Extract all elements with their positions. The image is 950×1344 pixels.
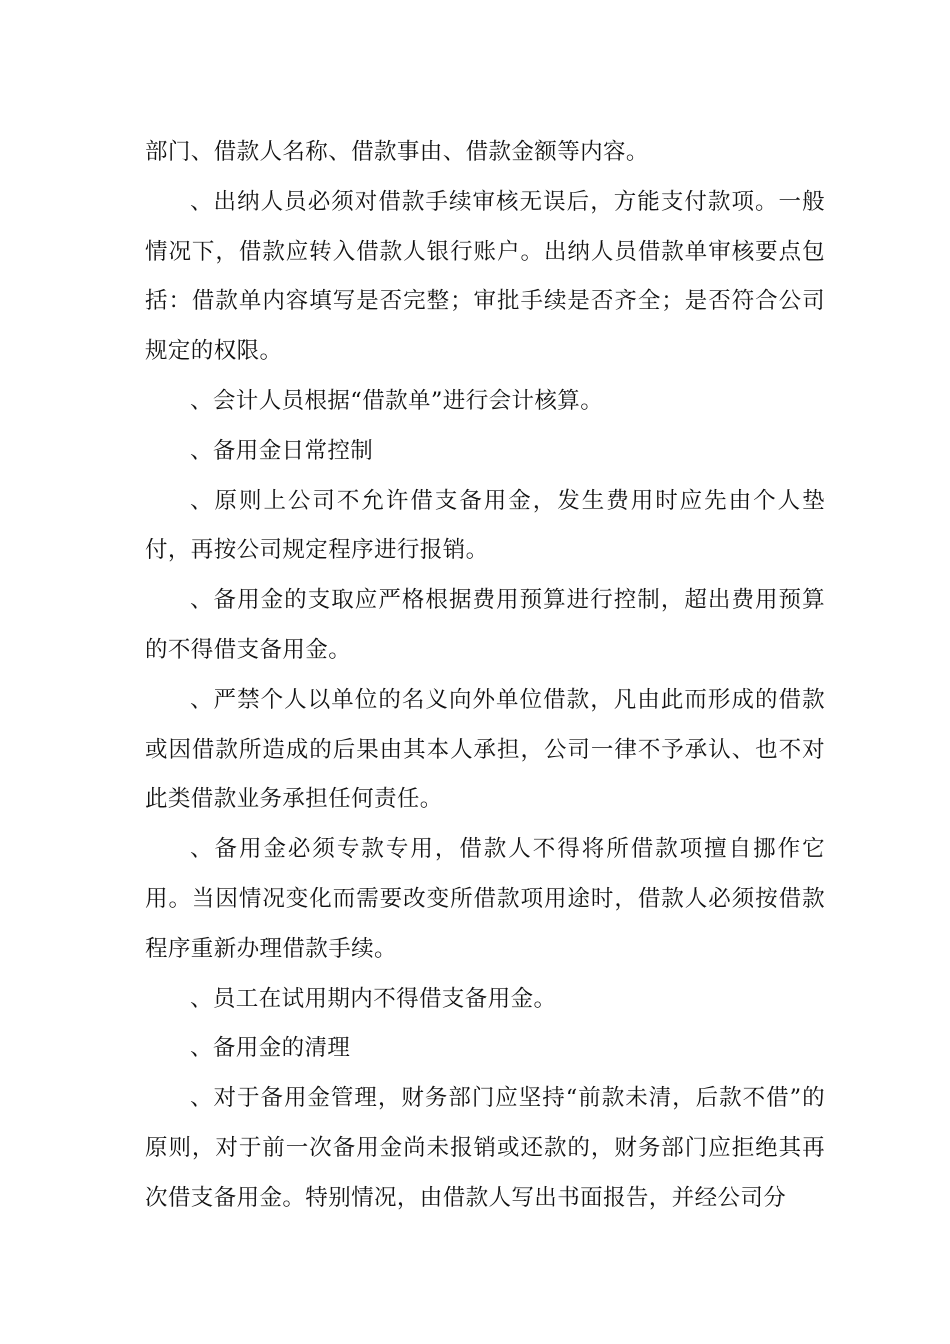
paragraph-cashier-review: 、出纳人员必须对借款手续审核无误后，方能支付款项。一般情况下，借款应转入借款人银行账户。出纳人员借款单审核要点包括：借款单内容填写是否完整；审批手续是否齐全；是否符合公司规定的权限。 (145, 188, 825, 365)
paragraph-budget-control: 、备用金的支取应严格根据费用预算进行控制，超出费用预算的不得借支备用金。 (145, 587, 825, 663)
paragraph-clearance-principle: 、对于备用金管理，财务部门应坚持“前款未清，后款不借”的原则，对于前一次备用金尚未报销或还款的，财务部门应拒绝其再次借支备用金。特别情况，由借款人写出书面报告，并经公司分 (145, 1085, 825, 1211)
paragraph-dedicated-use: 、备用金必须专款专用，借款人不得将所借款项擅自挪作它用。当因情况变化而需要改变所借款项用途时，借款人必须按借款程序重新办理借款手续。 (145, 836, 825, 962)
heading-petty-cash-daily-control: 、备用金日常控制 (190, 437, 374, 464)
paragraph-loan-form-contents: 部门、借款人名称、借款事由、借款金额等内容。 (145, 139, 649, 165)
paragraph-accounting: 、会计人员根据“借款单”进行会计核算。 (190, 387, 604, 414)
paragraph-external-borrowing-ban: 、严禁个人以单位的名义向外单位借款，凡由此而形成的借款或因借款所造成的后果由其本人承担，公司一律不予承认、也不对此类借款业务承担任何责任。 (145, 686, 825, 813)
heading-petty-cash-clearance: 、备用金的清理 (190, 1035, 351, 1062)
document-body (145, 128, 825, 1224)
paragraph-no-petty-cash-advance: 、原则上公司不允许借支备用金，发生费用时应先由个人垫付，再按公司规定程序进行报销。 (145, 487, 825, 564)
paragraph-probation-rule: 、员工在试用期内不得借支备用金。 (190, 985, 557, 1012)
